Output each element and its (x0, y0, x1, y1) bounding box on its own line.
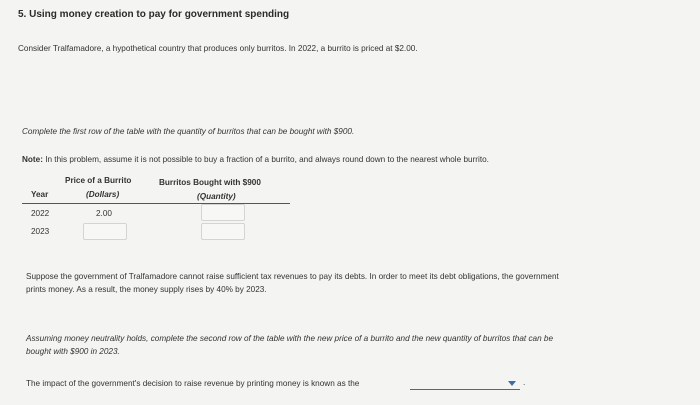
impact-dropdown[interactable] (410, 379, 520, 390)
header-quantity-unit: (Quantity) (197, 192, 236, 201)
note-body: In this problem, assume it is not possible to buy a fraction of a burrito, and always round down to the nearest whole burrito. (42, 155, 489, 164)
impact-period: . (523, 378, 526, 387)
row-2023-quantity-input[interactable] (201, 223, 245, 240)
row-2023-price-input[interactable] (83, 223, 127, 240)
intro-text: Consider Tralfamadore, a hypothetical country that produces only burritos. In 2022, a burrito is priced at $2.00. (18, 44, 418, 53)
header-price-unit: (Dollars) (86, 190, 120, 199)
scenario-line-1: Suppose the government of Tralfamadore cannot raise sufficient tax revenues to pay its debts. In order to meet its debt obligations, the government (26, 272, 559, 281)
note-label: Note: (22, 155, 43, 164)
chevron-down-icon[interactable] (508, 381, 516, 386)
row-2022-price: 2.00 (96, 209, 112, 218)
scenario-line-2: prints money. As a result, the money supply rises by 40% by 2023. (26, 285, 267, 294)
header-year: Year (31, 190, 49, 199)
row-2022-quantity-input[interactable] (201, 204, 245, 221)
note-text (22, 155, 489, 164)
question-title: 5. Using money creation to pay for government spending (18, 9, 290, 20)
row-2022-year: 2022 (31, 209, 50, 218)
instruction-second-row-line-2: bought with $900 in 2023. (26, 347, 120, 356)
row-2023-year: 2023 (31, 227, 50, 236)
instruction-first-row: Complete the first row of the table with the quantity of burritos that can be bought with $900. (22, 127, 355, 136)
table-header-divider (22, 203, 290, 204)
header-quantity: Burritos Bought with $900 (159, 178, 261, 187)
impact-text: The impact of the government's decision to raise revenue by printing money is known as the (26, 379, 360, 388)
header-price: Price of a Burrito (65, 176, 132, 185)
instruction-second-row-line-1: Assuming money neutrality holds, complete the second row of the table with the new price of a burrito and the new quantity of burritos that can be (26, 334, 554, 343)
